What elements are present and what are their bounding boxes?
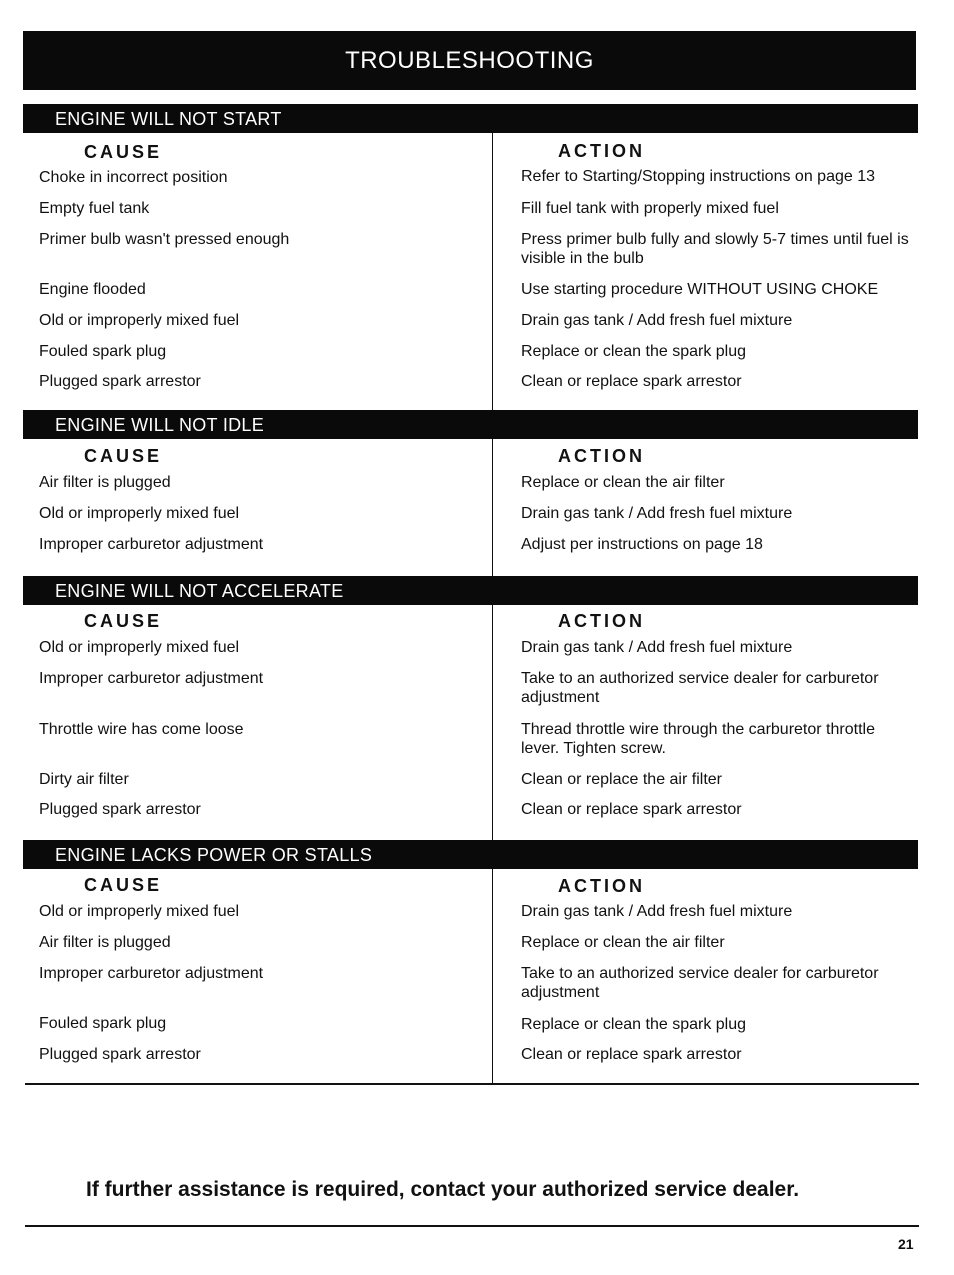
cause-column-heading: CAUSE [84, 142, 163, 162]
action-text: Clean or replace spark arrestor [521, 801, 742, 818]
section-header [23, 840, 918, 869]
cause-text: Throttle wire has come loose [39, 721, 244, 738]
title-bar [23, 31, 916, 90]
cause-text: Empty fuel tank [39, 200, 150, 217]
action-text: Drain gas tank / Add fresh fuel mixture [521, 312, 793, 329]
assistance-note: If further assistance is required, contact your authorized service dealer. [86, 1178, 800, 1201]
cause-text: Improper carburetor adjustment [39, 965, 264, 982]
cause-text: Choke in incorrect position [39, 169, 228, 186]
action-text: Take to an authorized service dealer for carburetor adjustment [521, 670, 879, 706]
footer-rule [25, 1225, 919, 1227]
action-text: Drain gas tank / Add fresh fuel mixture [521, 639, 793, 656]
cause-column-heading: CAUSE [84, 446, 163, 466]
cause-text: Fouled spark plug [39, 343, 167, 360]
cause-text: Old or improperly mixed fuel [39, 903, 240, 920]
action-text: Replace or clean the air filter [521, 474, 725, 491]
section-header [23, 410, 918, 439]
cause-text: Dirty air filter [39, 771, 129, 788]
section-engine-will-not-start [23, 104, 918, 410]
cause-text: Air filter is plugged [39, 934, 171, 951]
cause-text: Plugged spark arrestor [39, 801, 201, 818]
action-column-heading: ACTION [558, 446, 645, 466]
section-header [23, 576, 918, 605]
action-text: Clean or replace spark arrestor [521, 373, 742, 390]
cause-column-heading: CAUSE [84, 611, 163, 631]
action-text: Drain gas tank / Add fresh fuel mixture [521, 903, 793, 920]
cause-text: Fouled spark plug [39, 1015, 167, 1032]
cause-text: Engine flooded [39, 281, 146, 298]
cause-column-heading: CAUSE [84, 875, 163, 895]
table-bottom-rule [25, 1083, 919, 1085]
section-heading: ENGINE WILL NOT ACCELERATE [55, 581, 344, 601]
cause-text: Old or improperly mixed fuel [39, 505, 240, 522]
action-text: Replace or clean the air filter [521, 934, 725, 951]
cause-text: Improper carburetor adjustment [39, 536, 264, 553]
section-header [23, 104, 918, 133]
action-text: Drain gas tank / Add fresh fuel mixture [521, 505, 793, 522]
page-title: TROUBLESHOOTING [345, 46, 594, 74]
action-text: Take to an authorized service dealer for carburetor adjustment [521, 965, 879, 1001]
action-text: Clean or replace spark arrestor [521, 1046, 742, 1063]
section-engine-will-not-accelerate [23, 576, 918, 840]
section-engine-will-not-idle [23, 410, 918, 576]
action-text: Replace or clean the spark plug [521, 1016, 747, 1033]
action-text: Replace or clean the spark plug [521, 343, 747, 360]
action-text: Adjust per instructions on page 18 [521, 536, 763, 553]
section-heading: ENGINE WILL NOT START [55, 109, 282, 129]
action-text: Clean or replace the air filter [521, 771, 722, 788]
action-text: Use starting procedure WITHOUT USING CHOKE [521, 281, 879, 298]
column-divider [492, 439, 493, 576]
action-text: Thread throttle wire through the carburetor throttle lever. Tighten screw. [521, 721, 875, 757]
action-column-heading: ACTION [558, 876, 645, 896]
section-heading: ENGINE LACKS POWER OR STALLS [55, 845, 373, 865]
cause-text: Old or improperly mixed fuel [39, 639, 240, 656]
cause-text: Plugged spark arrestor [39, 373, 201, 390]
page-number: 21 [898, 1236, 914, 1252]
cause-text: Improper carburetor adjustment [39, 670, 264, 687]
section-heading: ENGINE WILL NOT IDLE [55, 415, 265, 435]
column-divider [492, 605, 493, 840]
section-engine-lacks-power-or-stalls [23, 840, 918, 1084]
cause-text: Air filter is plugged [39, 474, 171, 491]
cause-text: Old or improperly mixed fuel [39, 312, 240, 329]
action-text: Press primer bulb fully and slowly 5-7 times until fuel is visible in the bulb [521, 231, 909, 267]
action-column-heading: ACTION [558, 141, 645, 161]
column-divider [492, 869, 493, 1084]
column-divider [492, 133, 493, 410]
action-text: Refer to Starting/Stopping instructions on page 13 [521, 168, 875, 185]
action-text: Fill fuel tank with properly mixed fuel [521, 200, 779, 217]
cause-text: Primer bulb wasn't pressed enough [39, 231, 290, 248]
cause-text: Plugged spark arrestor [39, 1046, 201, 1063]
action-column-heading: ACTION [558, 611, 645, 631]
